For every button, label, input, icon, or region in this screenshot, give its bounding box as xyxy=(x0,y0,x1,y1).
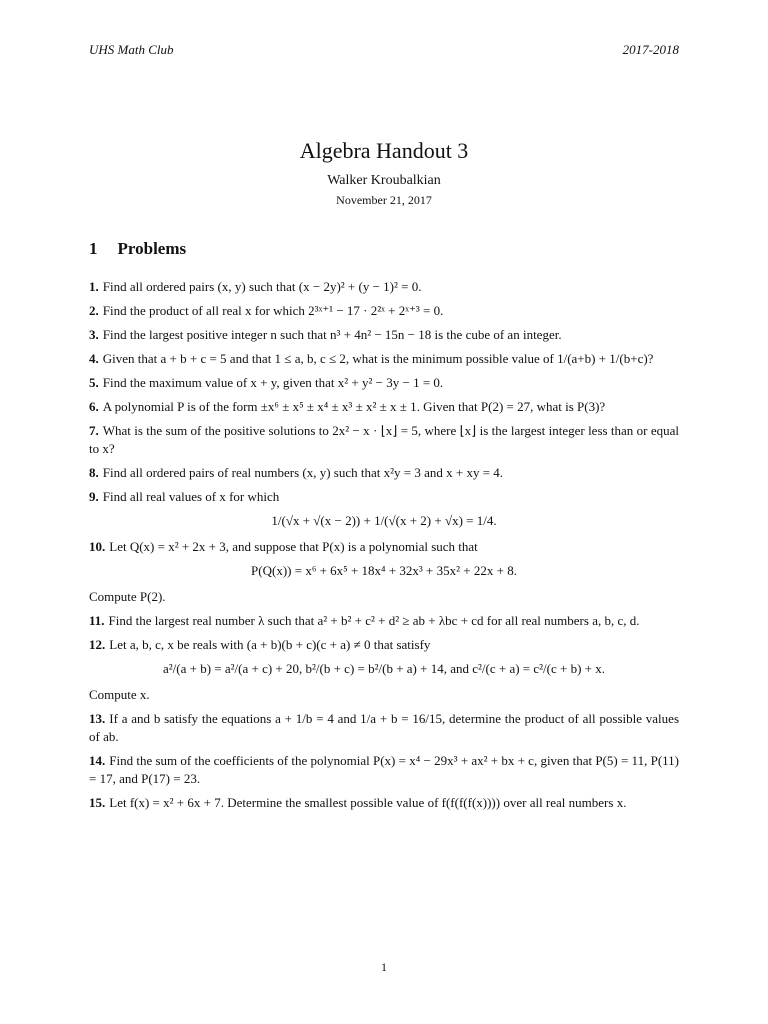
problem-number: 7. xyxy=(89,423,99,438)
problem-number: 6. xyxy=(89,399,99,414)
author: Walker Kroubalkian xyxy=(327,173,441,188)
section-number: 1 xyxy=(89,239,98,258)
problem-number: 8. xyxy=(89,465,99,480)
problem-number: 10. xyxy=(89,539,106,554)
problem-7 xyxy=(89,422,679,458)
problem-list xyxy=(89,278,679,818)
problem-text: Find the maximum value of x + y, given that x² + y² − 3y − 1 = 0. xyxy=(102,375,444,390)
problem-number: 11. xyxy=(89,613,105,628)
header-left: UHS Math Club xyxy=(89,42,174,57)
problem-12 xyxy=(89,636,679,654)
problem-text: What is the sum of the positive solutions to 2x² − x · ⌊x⌋ = 5, where ⌊x⌋ is the largest integer less than or equal to x? xyxy=(89,423,679,456)
problem-2 xyxy=(89,302,679,320)
problem-text: Find all ordered pairs of real numbers (x, y) such that x²y = 3 and x + xy = 4. xyxy=(102,465,504,480)
problem-text: Let a, b, c, x be reals with (a + b)(b + c)(c + a) ≠ 0 that satisfy xyxy=(109,637,431,652)
problem-text: Find the largest positive integer n such that n³ + 4n² − 15n − 18 is the cube of an integer. xyxy=(102,327,562,342)
problem-3 xyxy=(89,326,679,344)
problem-number: 1. xyxy=(89,279,99,294)
problem-4 xyxy=(89,350,679,368)
problem-number: 3. xyxy=(89,327,99,342)
problem-text: Find the largest real number λ such that a² + b² + c² + d² ≥ ab + λbc + cd for all real numbers a, b, c, d. xyxy=(108,613,640,628)
problem-9 xyxy=(89,488,679,506)
problem-text: If a and b satisfy the equations a + 1/b = 4 and 1/a + b = 16/15, determine the product of all possible values of ab. xyxy=(89,711,679,744)
problem-number: 14. xyxy=(89,753,106,768)
page-number: 1 xyxy=(381,960,387,974)
problem-text: Find all ordered pairs (x, y) such that (x − 2y)² + (y − 1)² = 0. xyxy=(102,279,422,294)
problem-number: 13. xyxy=(89,711,106,726)
problem-text: Find all real values of x for which xyxy=(102,489,280,504)
problem-5 xyxy=(89,374,679,392)
problem-number: 12. xyxy=(89,637,106,652)
problem-8 xyxy=(89,464,679,482)
problem-number: 5. xyxy=(89,375,99,390)
problem-number: 9. xyxy=(89,489,99,504)
problem-number: 2. xyxy=(89,303,99,318)
problem-number: 4. xyxy=(89,351,99,366)
page-title: Algebra Handout 3 xyxy=(299,138,469,163)
problem-14 xyxy=(89,752,679,788)
display-equation-10: P(Q(x)) = x⁶ + 6x⁵ + 18x⁴ + 32x³ + 35x² + 22x + 8. xyxy=(251,563,517,578)
problem-15 xyxy=(89,794,679,812)
section-title: Problems xyxy=(117,239,187,258)
problem-10 xyxy=(89,538,679,556)
problem-text: Let f(x) = x² + 6x + 7. Determine the smallest possible value of f(f(f(f(x)))) over all real numbers x. xyxy=(109,795,627,810)
header-right: 2017-2018 xyxy=(622,42,679,57)
date: November 21, 2017 xyxy=(336,193,432,207)
display-equation-12: a²/(a + b) = a²/(a + c) + 20, b²/(b + c) = b²/(b + a) + 14, and c²/(c + a) = c²/(c + b) + x. xyxy=(163,661,605,676)
problem-6 xyxy=(89,398,679,416)
problem-12-followup: Compute x. xyxy=(89,687,150,702)
problem-1 xyxy=(89,278,679,296)
problem-11 xyxy=(89,612,679,630)
problem-number: 15. xyxy=(89,795,106,810)
problem-text: Let Q(x) = x² + 2x + 3, and suppose that P(x) is a polynomial such that xyxy=(109,539,478,554)
problem-text: Given that a + b + c = 5 and that 1 ≤ a, b, c ≤ 2, what is the minimum possible value of 1/(a+b) + 1/(b+c)? xyxy=(102,351,654,366)
problem-10-followup: Compute P(2). xyxy=(89,589,166,604)
problem-text: Find the sum of the coefficients of the polynomial P(x) = x⁴ − 29x³ + ax² + bx + c, given that P(5) = 11, P(11) = 17, and P(17) = 23. xyxy=(89,753,679,786)
problem-13 xyxy=(89,710,679,746)
display-equation-9: 1/(√x + √(x − 2)) + 1/(√(x + 2) + √x) = 1/4. xyxy=(271,513,497,528)
section-heading xyxy=(89,239,186,259)
problem-text: A polynomial P is of the form ±x⁶ ± x⁵ ± x⁴ ± x³ ± x² ± x ± 1. Given that P(2) = 27, what is P(3)? xyxy=(102,399,606,414)
problem-text: Find the product of all real x for which 2³ˣ⁺¹ − 17 · 2²ˣ + 2ˣ⁺³ = 0. xyxy=(102,303,444,318)
